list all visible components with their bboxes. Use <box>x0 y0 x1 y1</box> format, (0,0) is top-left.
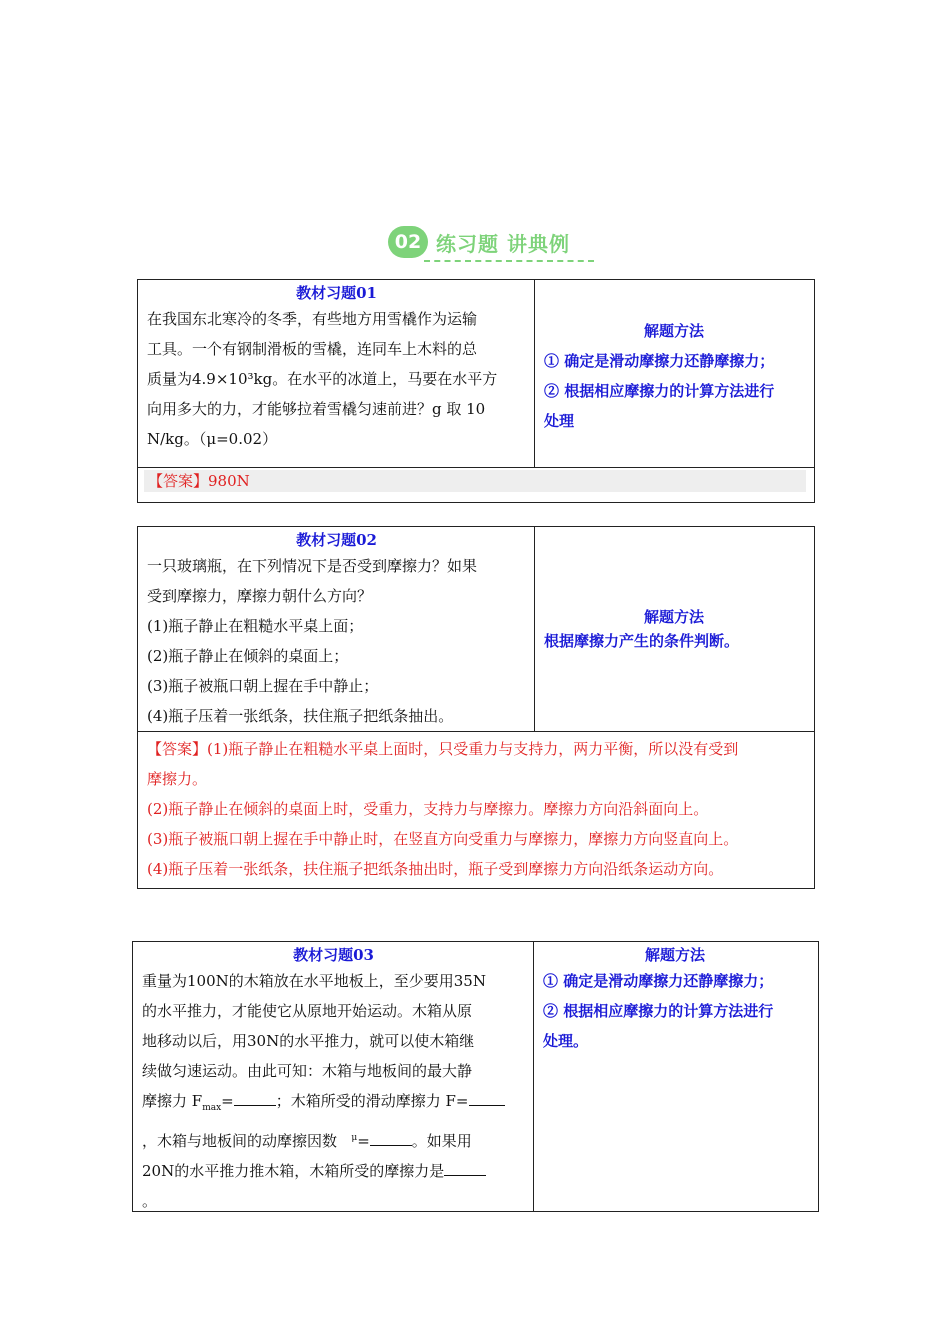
answer-line: (4)瓶子压着一张纸条，扶住瓶子把纸条抽出时，瓶子受到摩擦力方向沿纸条运动方向。 <box>147 860 724 878</box>
question-text: 。如果用 <box>411 1132 472 1150</box>
exercise-3-question-cell <box>133 942 534 1211</box>
exercise-1-answer: 【答案】980N <box>144 470 806 492</box>
exercise-1-title: 教材习题01 <box>296 284 377 302</box>
exercise-3-box <box>132 941 819 1212</box>
answer-blank-f[interactable] <box>469 1105 505 1106</box>
question-line: 向用多大的力，才能够拉着雪橇匀速前进？g 取 10 <box>147 400 486 418</box>
question-line: (2)瓶子静止在倾斜的桌面上； <box>147 647 349 665</box>
question-line: 重量为100N的木箱放在水平地板上，至少要用35N <box>142 972 486 990</box>
question-line: 在我国东北寒冷的冬季，有些地方用雪橇作为运输 <box>147 310 478 328</box>
answer-blank-20n[interactable] <box>444 1175 486 1176</box>
answer-line: (3)瓶子被瓶口朝上握在手中静止时，在竖直方向受重力与摩擦力，摩擦力方向竖直向上。 <box>147 830 739 848</box>
question-line: 质量为4.9×10³kg。在水平的冰道上，马要在水平方 <box>147 370 498 388</box>
fmax-subscript: max <box>202 1103 222 1113</box>
answer-line: (2)瓶子静止在倾斜的桌面上时，受重力，支持力与摩擦力。摩擦力方向沿斜面向上。 <box>147 800 709 818</box>
question-line: (1)瓶子静止在粗糙水平桌上面； <box>147 617 364 635</box>
question-line: N/kg。（μ=0.02） <box>147 430 278 448</box>
method-line: ① 确定是滑动摩擦力还静摩擦力； <box>543 972 774 990</box>
equals-sign: = <box>221 1092 234 1110</box>
exercise-2-answer <box>138 731 814 888</box>
method-line: 处理。 <box>543 1032 589 1050</box>
exercise-3-method-cell <box>534 942 816 1211</box>
exercise-2-title: 教材习题02 <box>296 531 377 549</box>
question-line <box>142 1123 525 1156</box>
exercise-3-title: 教材习题03 <box>293 946 374 964</box>
question-line: 工具。一个有钢制滑板的雪橇，连同车上木料的总 <box>147 340 478 358</box>
question-line: 续做匀速运动。由此可知：木箱与地板间的最大静 <box>142 1062 473 1080</box>
method-line: 处理 <box>544 412 575 430</box>
method-title: 解题方法 <box>643 322 704 340</box>
question-line: 。 <box>142 1192 158 1210</box>
exercise-1-question-cell <box>138 280 535 467</box>
question-line: (3)瓶子被瓶口朝上握在手中静止； <box>147 677 379 695</box>
method-line: ① 确定是滑动摩擦力还静摩擦力； <box>544 352 775 370</box>
question-line: 地移动以后，用30N的水平推力，就可以使木箱继 <box>142 1032 475 1050</box>
section-underline <box>424 260 594 262</box>
method-line: ② 根据相应摩擦力的计算方法进行 <box>543 1002 774 1020</box>
exercise-1-question <box>147 304 526 454</box>
answer-line: 【答案】(1)瓶子静止在粗糙水平桌上面时，只受重力与支持力，两力平衡，所以没有受到 <box>147 740 739 758</box>
mu-label: ，木箱与地板间的动摩擦因数 <box>142 1132 338 1150</box>
exercise-2-box <box>137 526 815 889</box>
section-title: 练习题 讲典例 <box>436 232 570 256</box>
fmax-label: 摩擦力 F <box>142 1092 203 1110</box>
sliding-friction-label: ；木箱所受的滑动摩擦力 F= <box>275 1092 469 1110</box>
answer-line: 摩擦力。 <box>147 770 208 788</box>
answer-blank-fmax[interactable] <box>234 1105 276 1106</box>
exercise-2-question-cell <box>138 527 535 731</box>
question-line: (4)瓶子压着一张纸条，扶住瓶子把纸条抽出。 <box>147 707 454 725</box>
exercise-2-method-cell <box>535 527 813 731</box>
question-line: 一只玻璃瓶，在下列情况下是否受到摩擦力？如果 <box>147 557 478 575</box>
section-number-badge: 02 <box>388 226 428 258</box>
method-title: 解题方法 <box>643 608 704 626</box>
method-line: ② 根据相应摩擦力的计算方法进行 <box>544 382 775 400</box>
answer-blank-mu[interactable] <box>370 1145 412 1146</box>
question-line <box>142 1156 525 1186</box>
exercise-2-question <box>147 551 526 731</box>
question-text: 20N的水平推力推木箱，木箱所受的摩擦力是 <box>142 1162 445 1180</box>
question-line: 的水平推力，才能使它从原地开始运动。木箱从原 <box>142 1002 473 1020</box>
question-line: 受到摩擦力，摩擦力朝什么方向？ <box>147 587 373 605</box>
exercise-1-box <box>137 279 815 503</box>
question-line <box>142 1086 525 1123</box>
method-title: 解题方法 <box>644 946 705 964</box>
exercise-1-method-cell <box>535 280 813 467</box>
mu-symbol: μ <box>351 1133 358 1143</box>
method-line: 根据摩擦力产生的条件判断。 <box>544 632 740 650</box>
exercise-1-answer-row <box>138 467 814 502</box>
section-header <box>388 222 598 268</box>
equals-sign: = <box>357 1132 370 1150</box>
exercise-3-question <box>142 966 525 1216</box>
